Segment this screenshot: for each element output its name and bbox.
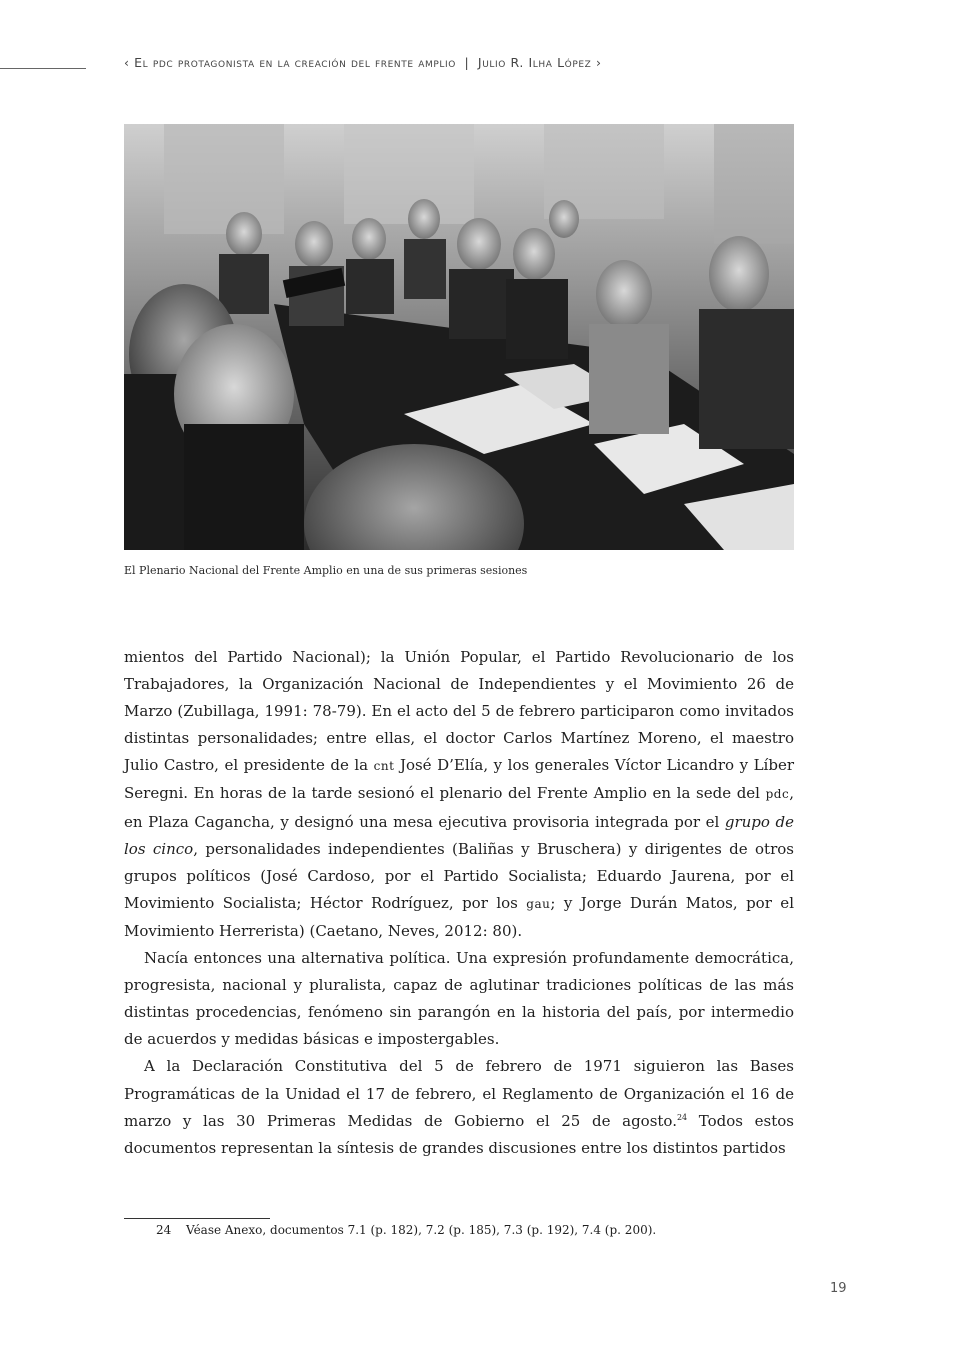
paragraph-3-part-a: A la Declaración Constitutiva del 5 de febrero de 1971 siguieron las Bases Programáticas de la Unidad el 17 de febrero, el Reglamento de Organización el 16 de marzo y las 30 Primeras Medidas de Gobierno el 25 de agosto. <box>124 1057 794 1130</box>
abbrev-cnt: cnt <box>373 759 395 774</box>
paragraph-1-part-e: ; y Jorge Durán Matos, por el Movimiento Herrerista) (Caetano, Neves, 2012: 80). <box>124 893 794 940</box>
running-header <box>124 55 924 70</box>
footnote-rule <box>124 1218 270 1219</box>
footnote-reference: 24 <box>676 1112 688 1122</box>
abbrev-gau: gau <box>526 896 551 911</box>
italic-grupo-de-los-cinco: grupo de los cinco <box>124 812 794 858</box>
paragraph-1-part-a: mientos del Partido Nacional); la Unión Popular, el Partido Revolucionario de los Trabajadores, la Organización Nacional de Independientes y el Movimiento 26 de Marzo (Zubillaga, 1991: 78-79). En el acto del 5 de febrero participaron como invitados distintas personalidades; entre ellas, el doctor Carlos Martínez Moreno, el maestro Julio Castro, el presidente de la <box>124 648 794 775</box>
running-header-title: ‹ El pdc protagonista en la creación del frente amplio <box>124 55 456 70</box>
abbrev-pdc: pdc <box>765 787 790 802</box>
footnote-number: 24 <box>156 1223 172 1237</box>
footnote-text: Véase Anexo, documentos 7.1 (p. 182), 7.2 (p. 185), 7.3 (p. 192), 7.4 (p. 200). <box>186 1223 657 1237</box>
paragraph-1-part-d: , personalidades independientes (Baliñas y Bruschera) y dirigentes de otros grupos políticos (José Cardoso, por el Partido Socialista; Eduardo Jaurena, por el Movimiento Socialista; Héctor Rodríguez, por los <box>124 839 794 912</box>
body-text <box>124 644 794 1162</box>
meeting-photo <box>124 124 794 550</box>
running-header-separator: | <box>464 55 470 70</box>
paragraph-1 <box>124 644 794 945</box>
meeting-photo-image <box>124 124 794 550</box>
paragraph-3-part-b: Todos estos documentos representan la síntesis de grandes discusiones entre los distintos partidos <box>124 1111 794 1157</box>
paragraph-2: Nacía entonces una alternativa política. Una expresión profundamente democrática, progresista, nacional y pluralista, capaz de aglutinar tradiciones políticas de las más distintas procedencias, fenómeno sin parangón en la historia del país, por intermedio de acuerdos y medidas básicas e impostergables. <box>124 949 794 1049</box>
paragraph-3 <box>124 1053 794 1161</box>
paragraph-1-part-c: , en Plaza Cagancha, y designó una mesa ejecutiva provisoria integrada por el <box>124 784 794 831</box>
footnote <box>156 1223 796 1237</box>
figure-caption: El Plenario Nacional del Frente Amplio en una de sus primeras sesiones <box>124 564 528 577</box>
running-header-author: Julio R. Ilha López › <box>477 55 602 70</box>
paragraph-1-part-b: José D’Elía, y los generales Víctor Licandro y Líber Seregni. En horas de la tarde sesionó el plenario del Frente Amplio en la sede del <box>124 756 794 803</box>
header-rule <box>0 68 86 69</box>
page-number: 19 <box>830 1281 847 1296</box>
